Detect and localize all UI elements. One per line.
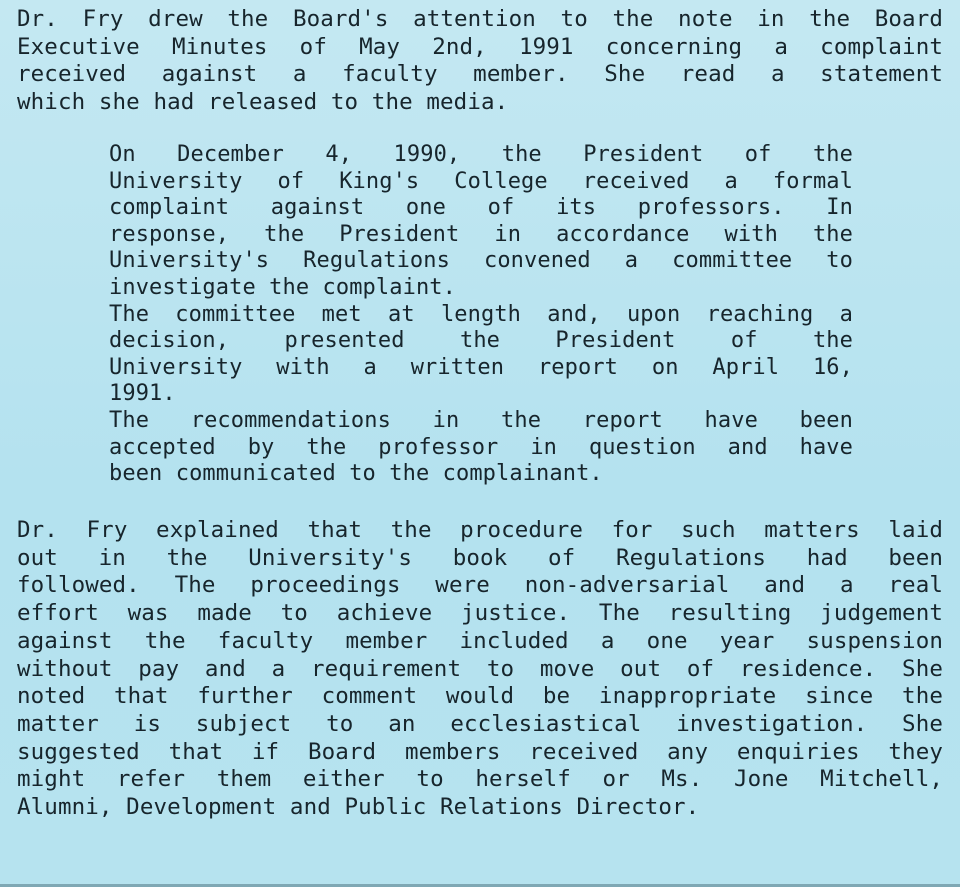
text-line: response, the President in accordance with the bbox=[109, 221, 853, 247]
text-line: The committee met at length and, upon reaching a bbox=[109, 301, 853, 327]
text-line: been communicated to the complainant. bbox=[109, 461, 603, 487]
text-line: University of King's College received a formal bbox=[109, 168, 853, 194]
text-line: matter is subject to an ecclesiastical investigation. She bbox=[17, 710, 943, 737]
media-statement-block bbox=[109, 142, 853, 488]
text-line: noted that further comment would be inappropriate since the bbox=[17, 683, 943, 710]
text-line: complaint against one of its professors. In bbox=[109, 195, 853, 221]
text-line: against the faculty member included a one year suspension bbox=[17, 627, 943, 654]
text-line: Alumni, Development and Public Relations Director. bbox=[17, 794, 700, 821]
text-line: University with a written report on April 16, bbox=[109, 354, 853, 380]
text-line: accepted by the professor in question and have bbox=[109, 434, 853, 460]
text-line: The recommendations in the report have been bbox=[109, 407, 853, 433]
text-line: which she had released to the media. bbox=[17, 89, 509, 116]
text-line: followed. The proceedings were non-adversarial and a real bbox=[17, 572, 943, 599]
text-line: investigate the complaint. bbox=[109, 274, 456, 300]
text-line: received against a faculty member. She read a statement bbox=[17, 61, 943, 88]
text-line: Dr. Fry drew the Board's attention to the note in the Board bbox=[17, 6, 943, 32]
text-line: might refer them either to herself or Ms. Jone Mitchell, bbox=[17, 766, 943, 793]
paragraph-procedure-explained bbox=[17, 517, 943, 822]
text-line: effort was made to achieve justice. The resulting judgement bbox=[17, 600, 943, 627]
text-line: without pay and a requirement to move out of residence. She bbox=[17, 655, 943, 682]
text-line: suggested that if Board members received any enquiries they bbox=[17, 738, 943, 765]
text-line: University's Regulations convened a committee to bbox=[109, 248, 853, 274]
paragraph-board-attention bbox=[17, 6, 943, 117]
text-line: Executive Minutes of May 2nd, 1991 concerning a complaint bbox=[17, 33, 943, 60]
text-line: 1991. bbox=[109, 381, 176, 407]
text-line: decision, presented the President of the bbox=[109, 328, 853, 354]
text-line: out in the University's book of Regulations had been bbox=[17, 544, 943, 571]
text-line: Dr. Fry explained that the procedure for such matters laid bbox=[17, 517, 943, 543]
text-line: On December 4, 1990, the President of the bbox=[109, 142, 853, 167]
